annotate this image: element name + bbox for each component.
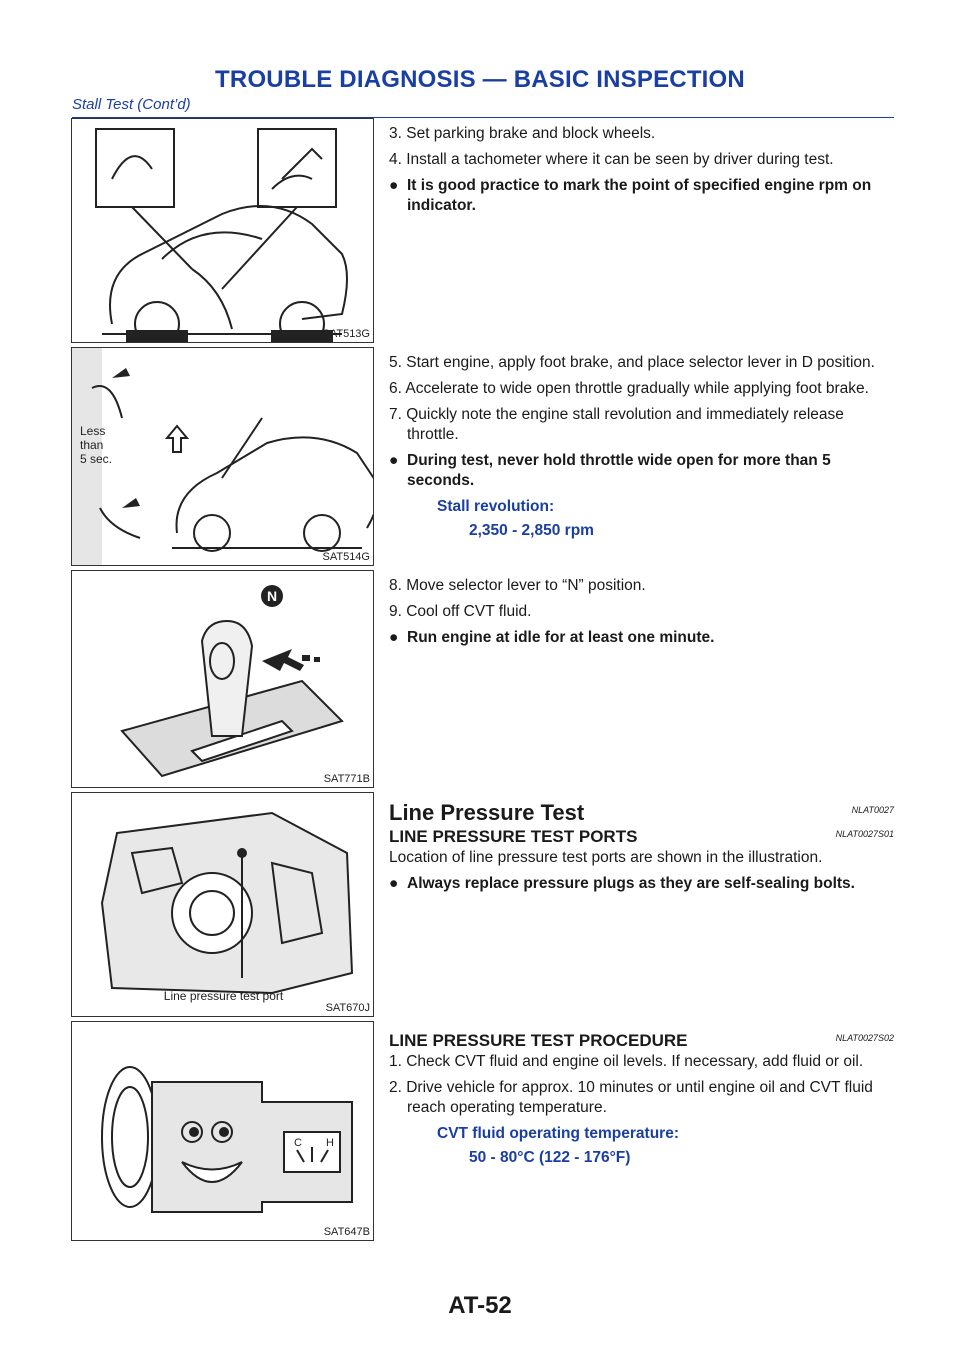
subsection-code: NLAT0027S02 <box>835 1033 894 1043</box>
text-block-parking <box>389 124 894 222</box>
step-3: 3. Set parking brake and block wheels. <box>389 125 656 142</box>
stall-caption <box>80 424 112 466</box>
caption-line: than <box>80 438 104 452</box>
caption-line: 5 sec. <box>80 452 113 466</box>
note-idle <box>389 628 894 648</box>
step-6: 6. Accelerate to wide open throttle gradually while applying foot brake. <box>389 380 869 397</box>
selector-lever-illustration <box>72 571 374 788</box>
spec-value: 50 - 80°C (122 - 176°F) <box>469 1149 631 1166</box>
engine-temperature-illustration <box>72 1022 374 1241</box>
spec-label: CVT fluid operating temperature: <box>437 1125 679 1142</box>
figure-operating-temperature <box>71 1021 374 1241</box>
figure-id: SAT771B <box>323 773 370 785</box>
step-4: 4. Install a tachometer where it can be seen by driver during test. <box>389 151 834 168</box>
page-title: TROUBLE DIAGNOSIS — BASIC INSPECTION <box>215 66 745 93</box>
car-stall-test-illustration <box>72 348 374 566</box>
text-block-procedure <box>389 1030 894 1172</box>
bullet-icon: ● <box>389 177 399 194</box>
section-title-text: Line Pressure Test <box>389 800 585 825</box>
figure-id: SAT670J <box>325 1002 370 1014</box>
figure-id: SAT513G <box>322 328 370 340</box>
note-pressure-plugs <box>389 874 894 894</box>
step-7: 7. Quickly note the engine stall revolution and immediately release throttle. <box>389 406 844 443</box>
caption-line: Less <box>80 424 106 438</box>
note-text: It is good practice to mark the point of specified engine rpm on indicator. <box>407 177 872 214</box>
n-badge-label: N <box>266 588 278 604</box>
note-text: Always replace pressure plugs as they are self-sealing bolts. <box>407 875 855 892</box>
subsection-title-text: LINE PRESSURE TEST PORTS <box>389 827 638 846</box>
bullet-icon: ● <box>389 629 399 646</box>
gauge-c-label: C <box>294 1137 302 1149</box>
note-text: During test, never hold throttle wide open for more than 5 seconds. <box>407 452 831 489</box>
subsection-title-text: LINE PRESSURE TEST PROCEDURE <box>389 1031 688 1050</box>
figure-parking-brake <box>71 118 374 343</box>
text-block-line-pressure <box>389 800 894 900</box>
spec-label: Stall revolution: <box>437 498 555 515</box>
page-number: AT-52 <box>448 1292 512 1319</box>
note-text: Run engine at idle for at least one minute. <box>407 629 715 646</box>
text-block-cool <box>389 576 894 654</box>
text-block-stall <box>389 353 894 545</box>
section-code: NLAT0027 <box>851 805 894 815</box>
figure-id: SAT514G <box>322 551 370 563</box>
ports-body: Location of line pressure test ports are shown in the illustration. <box>389 849 823 866</box>
bullet-icon: ● <box>389 875 399 892</box>
subsection-code: NLAT0027S01 <box>835 829 894 839</box>
gauge-h-label: H <box>326 1137 334 1149</box>
page-subtitle: Stall Test (Cont’d) <box>72 96 191 113</box>
figure-id: SAT647B <box>323 1226 370 1238</box>
figure-stall-test <box>71 347 374 566</box>
slot-letter: Z <box>211 743 219 757</box>
step-5: 5. Start engine, apply foot brake, and place selector lever in D position. <box>389 354 875 371</box>
spec-value: 2,350 - 2,850 rpm <box>469 522 594 539</box>
bullet-icon: ● <box>389 452 399 469</box>
car-parking-brake-illustration <box>72 119 374 343</box>
step-9: 9. Cool off CVT fluid. <box>389 603 532 620</box>
subsection-title <box>389 826 894 848</box>
figure-selector-lever <box>71 570 374 788</box>
section-title <box>389 800 894 826</box>
figure-line-pressure-port <box>71 792 374 1017</box>
step-8: 8. Move selector lever to “N” position. <box>389 577 646 594</box>
subsection-title <box>389 1030 894 1052</box>
transaxle-illustration <box>72 793 374 1017</box>
note-mark-rpm <box>389 176 894 216</box>
note-throttle <box>389 451 894 491</box>
step-1: 1. Check CVT fluid and engine oil levels. If necessary, add fluid or oil. <box>389 1053 864 1070</box>
port-caption: Line pressure test port <box>163 989 284 1003</box>
step-2: 2. Drive vehicle for approx. 10 minutes or until engine oil and CVT fluid reach operating temperature. <box>389 1079 873 1116</box>
